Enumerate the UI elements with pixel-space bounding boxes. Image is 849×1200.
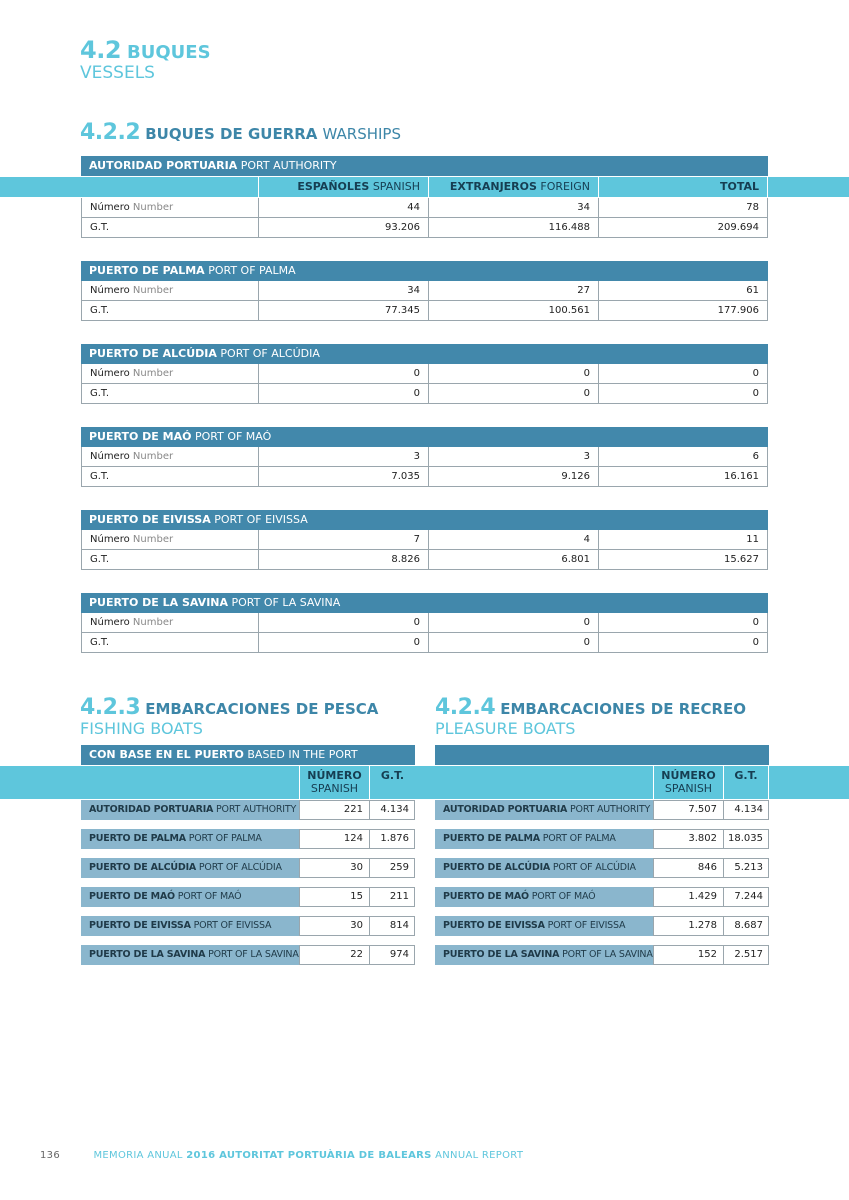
count-cell: 124: [299, 829, 369, 849]
table-row: [81, 384, 768, 404]
pleasure-title-en: PLEASURE BOATS: [435, 719, 576, 738]
table-cell: 34: [428, 198, 598, 217]
row-label: AUTORIDAD PORTUARIA PORT AUTHORITY: [435, 800, 653, 820]
table-row: [81, 467, 768, 487]
boats-column-header: [0, 766, 849, 799]
table-cell: 78: [598, 198, 768, 217]
row-label: PUERTO DE EIVISSA PORT OF EIVISSA: [81, 916, 299, 936]
gt-cell: 259: [369, 858, 415, 878]
row-label: G.T.: [81, 301, 258, 320]
count-cell: 30: [299, 858, 369, 878]
warships-table: [81, 261, 768, 321]
table-row: [81, 633, 768, 653]
table-row: [81, 281, 768, 301]
table-row: [81, 198, 768, 218]
gt-cell: 4.134: [369, 800, 415, 820]
table-row: [81, 301, 768, 321]
pleasure-row: [435, 800, 769, 820]
table-title: AUTORIDAD PORTUARIA PORT AUTHORITY: [81, 156, 768, 176]
pleasure-row: [435, 858, 769, 878]
count-cell: 15: [299, 887, 369, 907]
fishing-row: [81, 887, 415, 907]
table-title: PUERTO DE PALMA PORT OF PALMA: [81, 261, 768, 281]
table-cell: 4: [428, 530, 598, 549]
table-cell: 61: [598, 281, 768, 300]
pleasure-col-gt: G.T.: [723, 766, 769, 799]
footer-bold: 2016 AUTORITAT PORTUÀRIA DE BALEARS: [186, 1150, 432, 1161]
table-cell: 0: [258, 613, 428, 632]
table-cell: 3: [258, 447, 428, 466]
row-label: PUERTO DE ALCÚDIA PORT OF ALCÚDIA: [81, 858, 299, 878]
row-label: Número Number: [81, 198, 258, 217]
table-cell: 9.126: [428, 467, 598, 486]
row-label: PUERTO DE EIVISSA PORT OF EIVISSA: [435, 916, 653, 936]
table-cell: 177.906: [598, 301, 768, 320]
section-title: [80, 38, 211, 82]
table-cell: 0: [598, 364, 768, 383]
pleasure-table-header: [435, 745, 769, 765]
warships-table: [81, 593, 768, 653]
pleasure-number: 4.2.4: [435, 695, 496, 720]
footer-pre: MEMORIA ANUAL: [93, 1150, 183, 1161]
fishing-row: [81, 829, 415, 849]
count-cell: 3.802: [653, 829, 723, 849]
pleasure-row: [435, 916, 769, 936]
gt-cell: 4.134: [723, 800, 769, 820]
row-label: PUERTO DE LA SAVINA PORT OF LA SAVINA: [435, 945, 653, 965]
table-cell: 0: [598, 613, 768, 632]
table-cell: 0: [258, 384, 428, 403]
table-cell: 100.561: [428, 301, 598, 320]
table-cell: 7: [258, 530, 428, 549]
row-label: G.T.: [81, 550, 258, 569]
fishing-col-number: NÚMERO SPANISH: [299, 766, 369, 799]
table-cell: 0: [258, 633, 428, 652]
table-title: PUERTO DE LA SAVINA PORT OF LA SAVINA: [81, 593, 768, 613]
fishing-row: [81, 858, 415, 878]
count-cell: 1.429: [653, 887, 723, 907]
fishing-heading: [80, 697, 378, 737]
page-footer: [40, 1150, 523, 1161]
table-cell: 93.206: [258, 218, 428, 237]
gt-cell: 2.517: [723, 945, 769, 965]
row-label: PUERTO DE PALMA PORT OF PALMA: [81, 829, 299, 849]
section-number: 4.2: [80, 36, 122, 64]
page-number: 136: [40, 1150, 60, 1161]
table-cell: 11: [598, 530, 768, 549]
table-cell: 15.627: [598, 550, 768, 569]
row-label: PUERTO DE MAÓ PORT OF MAÓ: [81, 887, 299, 907]
table-cell: 27: [428, 281, 598, 300]
table-cell: 0: [428, 384, 598, 403]
section-title-en: VESSELS: [80, 63, 155, 83]
fishing-row: [81, 800, 415, 820]
warships-table: [81, 510, 768, 570]
table-row: [81, 218, 768, 238]
row-label: PUERTO DE ALCÚDIA PORT OF ALCÚDIA: [435, 858, 653, 878]
gt-cell: 18.035: [723, 829, 769, 849]
count-cell: 7.507: [653, 800, 723, 820]
section-title-es: BUQUES: [127, 42, 211, 63]
count-cell: 22: [299, 945, 369, 965]
pleasure-row: [435, 887, 769, 907]
row-label: G.T.: [81, 218, 258, 237]
warships-heading: [80, 122, 401, 144]
count-cell: 846: [653, 858, 723, 878]
row-label: G.T.: [81, 467, 258, 486]
table-cell: 7.035: [258, 467, 428, 486]
count-cell: 152: [653, 945, 723, 965]
warships-title-en: WARSHIPS: [322, 125, 402, 143]
table-cell: 6: [598, 447, 768, 466]
row-label: G.T.: [81, 384, 258, 403]
table-cell: 0: [598, 384, 768, 403]
row-label: Número Number: [81, 281, 258, 300]
table-cell: 8.826: [258, 550, 428, 569]
warships-table: [81, 344, 768, 404]
col-header-foreign: EXTRANJEROS FOREIGN: [428, 177, 598, 197]
fishing-table-header: CON BASE EN EL PUERTO BASED IN THE PORT: [81, 745, 415, 765]
table-title: PUERTO DE MAÓ PORT OF MAÓ: [81, 427, 768, 447]
table-cell: 0: [258, 364, 428, 383]
count-cell: 30: [299, 916, 369, 936]
table-cell: 0: [428, 364, 598, 383]
row-label: Número Number: [81, 447, 258, 466]
pleasure-col-number: NÚMERO SPANISH: [653, 766, 723, 799]
col-header-total: TOTAL: [598, 177, 768, 197]
table-cell: 77.345: [258, 301, 428, 320]
row-label: Número Number: [81, 530, 258, 549]
table-cell: 34: [258, 281, 428, 300]
table-cell: 0: [428, 633, 598, 652]
table-cell: 116.488: [428, 218, 598, 237]
fishing-row: [81, 945, 415, 965]
count-cell: 221: [299, 800, 369, 820]
fishing-number: 4.2.3: [80, 695, 141, 720]
gt-cell: 8.687: [723, 916, 769, 936]
count-cell: 1.278: [653, 916, 723, 936]
table-cell: 44: [258, 198, 428, 217]
fishing-row: [81, 916, 415, 936]
fishing-title-en: FISHING BOATS: [80, 719, 203, 738]
fishing-col-gt: G.T.: [369, 766, 415, 799]
table-row: [81, 613, 768, 633]
gt-cell: 814: [369, 916, 415, 936]
gt-cell: 7.244: [723, 887, 769, 907]
row-label: AUTORIDAD PORTUARIA PORT AUTHORITY: [81, 800, 299, 820]
gt-cell: 211: [369, 887, 415, 907]
table-title: PUERTO DE ALCÚDIA PORT OF ALCÚDIA: [81, 344, 768, 364]
pleasure-title-es: EMBARCACIONES DE RECREO: [500, 700, 747, 718]
gt-cell: 5.213: [723, 858, 769, 878]
table-row: [81, 530, 768, 550]
row-label: Número Number: [81, 613, 258, 632]
table-cell: 0: [428, 613, 598, 632]
table-row: [81, 364, 768, 384]
gt-cell: 974: [369, 945, 415, 965]
row-label: PUERTO DE PALMA PORT OF PALMA: [435, 829, 653, 849]
row-label: Número Number: [81, 364, 258, 383]
row-label: G.T.: [81, 633, 258, 652]
table-row: [81, 447, 768, 467]
col-header-spanish: ESPAÑOLES SPANISH: [258, 177, 428, 197]
warships-number: 4.2.2: [80, 120, 141, 145]
table-cell: 6.801: [428, 550, 598, 569]
gt-cell: 1.876: [369, 829, 415, 849]
table-cell: 3: [428, 447, 598, 466]
row-label: PUERTO DE LA SAVINA PORT OF LA SAVINA: [81, 945, 299, 965]
pleasure-row: [435, 945, 769, 965]
pleasure-heading: [435, 697, 746, 737]
pleasure-row: [435, 829, 769, 849]
footer-post: ANNUAL REPORT: [435, 1150, 524, 1161]
table-row: [81, 550, 768, 570]
warships-title-es: BUQUES DE GUERRA: [145, 125, 318, 143]
table-cell: 0: [598, 633, 768, 652]
warships-table: [81, 156, 768, 238]
table-cell: 16.161: [598, 467, 768, 486]
table-cell: 209.694: [598, 218, 768, 237]
warships-table: [81, 427, 768, 487]
fishing-title-es: EMBARCACIONES DE PESCA: [145, 700, 379, 718]
table-title: PUERTO DE EIVISSA PORT OF EIVISSA: [81, 510, 768, 530]
row-label: PUERTO DE MAÓ PORT OF MAÓ: [435, 887, 653, 907]
